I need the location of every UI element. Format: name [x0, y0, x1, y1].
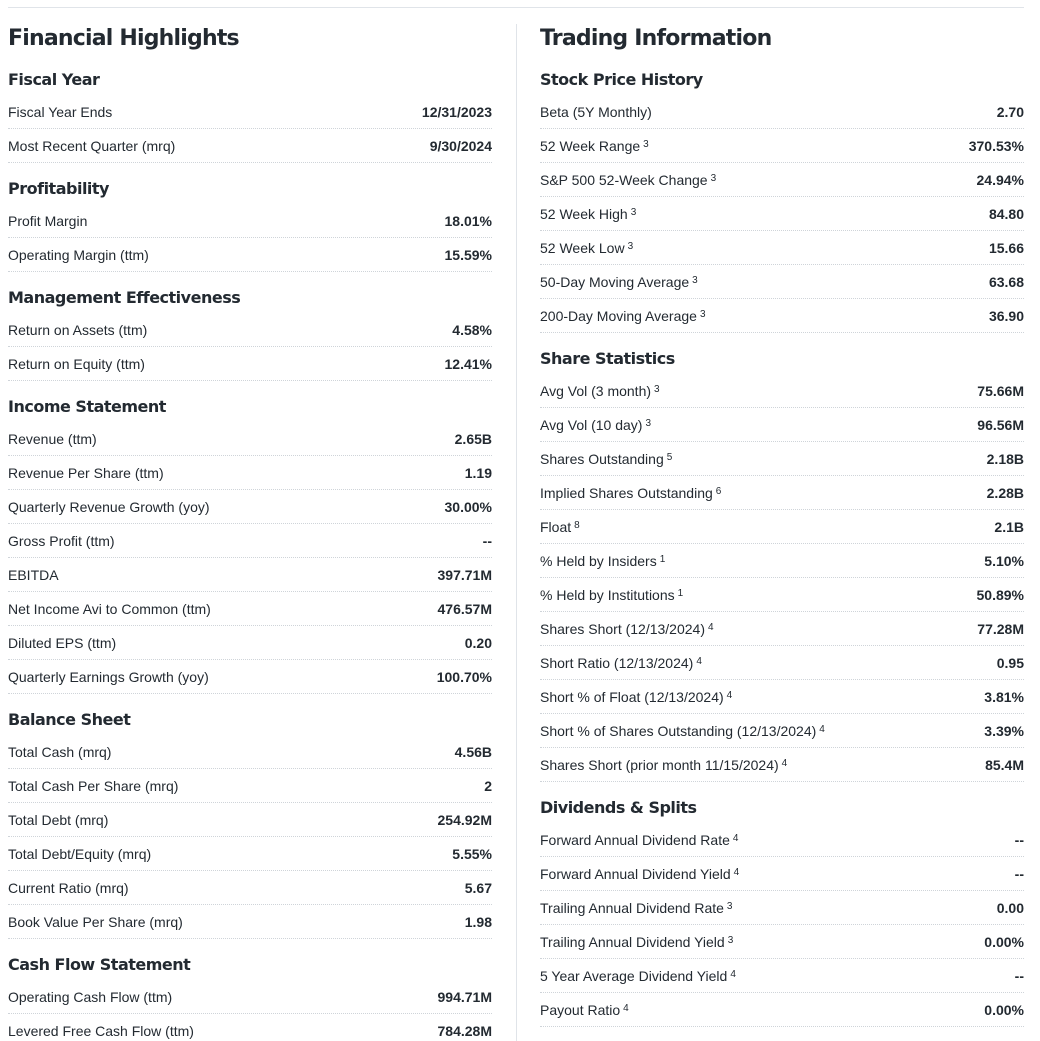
stat-label: [540, 485, 721, 501]
stat-value: 2.1B: [994, 518, 1024, 535]
stat-label: [540, 900, 732, 916]
stat-row: [8, 95, 492, 129]
stat-label-text: Shares Short (12/13/2024): [540, 620, 705, 637]
stat-label-text: Revenue Per Share (ttm): [8, 464, 164, 481]
stat-row: [540, 714, 1024, 748]
stat-label: [540, 621, 714, 637]
stat-row: [540, 299, 1024, 333]
stat-label: [8, 880, 129, 896]
stat-row: [540, 163, 1024, 197]
footnote-marker: 3: [645, 417, 652, 429]
stat-label-text: Gross Profit (ttm): [8, 532, 115, 549]
stat-value: --: [1014, 831, 1024, 848]
stat-label-text: 52 Week High: [540, 205, 628, 222]
stat-row: [540, 95, 1024, 129]
stat-label: [540, 240, 633, 256]
stat-label: [540, 274, 698, 290]
stat-label: [540, 451, 672, 467]
stat-label: [540, 655, 702, 671]
footnote-marker: 3: [727, 934, 734, 946]
stat-value: 12/31/2023: [421, 103, 492, 120]
stat-list: [8, 204, 492, 272]
footnote-marker: 4: [733, 866, 740, 878]
stat-value: 5.10%: [984, 552, 1024, 569]
section-title: Stock Price History: [540, 70, 703, 89]
footnote-marker: 3: [699, 308, 706, 320]
stat-label-text: % Held by Institutions: [540, 586, 675, 603]
stat-label-text: Total Debt (mrq): [8, 811, 109, 828]
stat-row: [8, 871, 492, 905]
stat-row: [540, 993, 1024, 1027]
stat-list: [540, 95, 1024, 333]
stat-label-text: Diluted EPS (ttm): [8, 634, 117, 651]
stat-label: [8, 356, 145, 372]
stat-row: [8, 660, 492, 694]
stat-label: [540, 587, 683, 603]
top-divider: [8, 7, 1024, 8]
footnote-marker: 4: [732, 832, 739, 844]
section-title: Income Statement: [8, 397, 166, 416]
stat-row: [8, 313, 492, 347]
stat-label-text: 200-Day Moving Average: [540, 307, 697, 324]
stat-value: 5.55%: [452, 845, 492, 862]
stat-value: 1.19: [464, 464, 492, 481]
stat-value: 24.94%: [976, 171, 1024, 188]
stat-label-text: Forward Annual Dividend Rate: [540, 831, 730, 848]
stat-label-text: Total Cash Per Share (mrq): [8, 777, 179, 794]
footnote-marker: 4: [708, 621, 714, 633]
stat-label-text: Book Value Per Share (mrq): [8, 913, 183, 930]
stat-label: [540, 934, 733, 950]
stat-value: 2.18B: [986, 450, 1024, 467]
stat-row: [540, 891, 1024, 925]
stat-list: [8, 980, 492, 1041]
stat-value: 63.68: [988, 273, 1024, 290]
stat-row: [540, 408, 1024, 442]
stat-label: [8, 601, 211, 617]
stat-label: [540, 757, 787, 773]
stat-label: [8, 744, 111, 760]
stat-row: [540, 578, 1024, 612]
stat-label: [8, 635, 116, 651]
stat-label-text: Forward Annual Dividend Yield: [540, 865, 731, 882]
stat-value: 0.95: [996, 654, 1024, 671]
stat-label: [8, 247, 149, 263]
stat-value: 12.41%: [444, 355, 492, 372]
stat-row: [540, 476, 1024, 510]
stat-label-text: Total Cash (mrq): [8, 743, 112, 760]
stat-label-text: Short % of Float (12/13/2024): [540, 688, 724, 705]
stat-label-text: Float: [540, 518, 572, 535]
stat-label-text: Avg Vol (10 day): [540, 416, 643, 433]
stat-value: 96.56M: [977, 416, 1024, 433]
stat-list: [8, 735, 492, 939]
stat-row: [8, 626, 492, 660]
stat-label: [540, 206, 636, 222]
stat-label: [540, 866, 739, 882]
stat-label-text: Quarterly Revenue Growth (yoy): [8, 498, 210, 515]
stat-list: [8, 313, 492, 381]
section-title: Fiscal Year: [8, 70, 100, 89]
stat-value: 4.56B: [454, 743, 492, 760]
sections: [540, 70, 1024, 1027]
stat-label-text: EBITDA: [8, 566, 59, 583]
sections: [8, 70, 492, 1041]
footnote-marker: 1: [659, 553, 666, 565]
section-title: Management Effectiveness: [8, 288, 241, 307]
stat-label-text: Beta (5Y Monthly): [540, 103, 652, 120]
column-divider: [516, 24, 517, 1041]
stat-row: [540, 544, 1024, 578]
stat-value: 2: [484, 777, 492, 794]
financial-highlights-column: [8, 24, 492, 1041]
stat-value: 9/30/2024: [429, 137, 492, 154]
stat-row: [540, 129, 1024, 163]
footnote-marker: 4: [781, 757, 788, 769]
stat-row: [540, 197, 1024, 231]
stat-value: 36.90: [988, 307, 1024, 324]
footnote-marker: 4: [623, 1002, 629, 1014]
stat-value: 3.39%: [984, 722, 1024, 739]
stat-value: 18.01%: [444, 212, 492, 229]
stat-row: [540, 510, 1024, 544]
stat-value: --: [1014, 967, 1024, 984]
stat-label-text: Short % of Shares Outstanding (12/13/2024): [540, 722, 817, 739]
stat-row: [8, 558, 492, 592]
column-title: Financial Highlights: [8, 26, 239, 51]
stat-row: [8, 490, 492, 524]
stat-row: [8, 735, 492, 769]
stat-value: 254.92M: [437, 811, 492, 828]
stat-label-text: Trailing Annual Dividend Yield: [540, 933, 725, 950]
stat-label-text: Operating Margin (ttm): [8, 246, 149, 263]
stat-value: 1.98: [464, 913, 492, 930]
stat-label: [540, 519, 580, 535]
stat-row: [8, 524, 492, 558]
stat-value: --: [482, 532, 492, 549]
stat-label: [540, 968, 736, 984]
stat-label-text: Implied Shares Outstanding: [540, 484, 713, 501]
stat-row: [540, 442, 1024, 476]
stat-label-text: Net Income Avi to Common (ttm): [8, 600, 211, 617]
footnote-marker: 4: [730, 968, 736, 980]
footnote-marker: 3: [726, 900, 733, 912]
stat-row: [540, 857, 1024, 891]
stat-value: 100.70%: [436, 668, 492, 685]
stat-label: [8, 533, 115, 549]
trading-information-column: [540, 24, 1024, 1027]
stat-label: [540, 172, 716, 188]
footnote-marker: 5: [666, 451, 673, 463]
stat-label-text: Total Debt/Equity (mrq): [8, 845, 152, 862]
footnote-marker: 3: [643, 138, 649, 150]
stat-label-text: 52 Week Low: [540, 239, 625, 256]
stat-row: [8, 129, 492, 163]
stat-row: [8, 456, 492, 490]
stat-list: [8, 95, 492, 163]
stat-value: 3.81%: [984, 688, 1024, 705]
stat-value: 30.00%: [444, 498, 492, 515]
stat-label-text: Return on Assets (ttm): [8, 321, 148, 338]
stat-label-text: Shares Outstanding: [540, 450, 664, 467]
column-title: Trading Information: [540, 26, 772, 51]
stat-label-text: Return on Equity (ttm): [8, 355, 145, 372]
footnote-marker: 3: [710, 172, 717, 184]
stat-row: [8, 905, 492, 939]
stat-label: [8, 914, 183, 930]
stat-value: 85.4M: [985, 756, 1024, 773]
stat-label: [540, 553, 665, 569]
stat-label-text: Trailing Annual Dividend Rate: [540, 899, 724, 916]
stat-label: [8, 846, 151, 862]
stat-value: 4.58%: [452, 321, 492, 338]
stat-label-text: Current Ratio (mrq): [8, 879, 129, 896]
stat-value: 77.28M: [977, 620, 1024, 637]
stat-value: 2.65B: [454, 430, 492, 447]
stat-row: [8, 238, 492, 272]
footnote-marker: 8: [574, 519, 580, 531]
stat-label: [540, 832, 738, 848]
footnote-marker: 4: [819, 723, 825, 735]
stat-label-text: Operating Cash Flow (ttm): [8, 988, 173, 1005]
stat-label: [8, 567, 59, 583]
section-title: Balance Sheet: [8, 710, 131, 729]
stat-label-text: Fiscal Year Ends: [8, 103, 113, 120]
footnote-marker: 4: [696, 655, 702, 667]
stat-label-text: 5 Year Average Dividend Yield: [540, 967, 728, 984]
stat-value: 0.00: [996, 899, 1024, 916]
stat-row: [540, 374, 1024, 408]
stat-label-text: Most Recent Quarter (mrq): [8, 137, 176, 154]
stat-row: [8, 837, 492, 871]
stat-value: 5.67: [464, 879, 492, 896]
stat-row: [8, 803, 492, 837]
stat-row: [540, 748, 1024, 782]
section-title: Share Statistics: [540, 349, 675, 368]
stat-label: [8, 778, 178, 794]
footnote-marker: 3: [654, 383, 660, 395]
stat-label: [8, 138, 175, 154]
stat-label: [540, 383, 660, 399]
stat-row: [540, 959, 1024, 993]
stat-label: [8, 104, 112, 120]
stat-value: 370.53%: [968, 137, 1024, 154]
stat-row: [8, 980, 492, 1014]
stat-row: [8, 592, 492, 626]
stat-row: [8, 1014, 492, 1041]
stat-label-text: Levered Free Cash Flow (ttm): [8, 1022, 194, 1039]
footnote-marker: 3: [630, 206, 637, 218]
stat-value: 2.28B: [986, 484, 1024, 501]
stat-label-text: 50-Day Moving Average: [540, 273, 690, 290]
footnote-marker: 3: [692, 274, 698, 286]
stat-label: [8, 322, 147, 338]
stat-value: 15.66: [988, 239, 1024, 256]
stat-label-text: % Held by Insiders: [540, 552, 657, 569]
stat-label: [540, 1002, 629, 1018]
stat-label: [8, 213, 87, 229]
footnote-marker: 1: [677, 587, 684, 599]
stat-row: [540, 823, 1024, 857]
stat-value: 476.57M: [437, 600, 492, 617]
stat-label: [8, 669, 209, 685]
stat-row: [8, 204, 492, 238]
stat-label-text: Avg Vol (3 month): [540, 382, 652, 399]
stat-value: 994.71M: [437, 988, 492, 1005]
footnote-marker: 4: [726, 689, 733, 701]
stat-row: [540, 612, 1024, 646]
stat-row: [8, 422, 492, 456]
stat-list: [540, 823, 1024, 1027]
stat-list: [8, 422, 492, 694]
stat-value: 0.00%: [984, 933, 1024, 950]
stat-value: 397.71M: [437, 566, 492, 583]
stat-label-text: S&P 500 52-Week Change: [540, 171, 708, 188]
stat-row: [540, 231, 1024, 265]
stat-label: [8, 812, 108, 828]
stat-row: [540, 925, 1024, 959]
stat-list: [540, 374, 1024, 782]
stat-value: 50.89%: [976, 586, 1024, 603]
section-title: Cash Flow Statement: [8, 955, 191, 974]
stat-row: [8, 347, 492, 381]
stat-label: [8, 499, 210, 515]
stat-label: [8, 989, 172, 1005]
stat-row: [540, 680, 1024, 714]
stat-value: 0.00%: [984, 1001, 1024, 1018]
stat-label: [8, 465, 164, 481]
stat-label: [540, 417, 651, 433]
stat-label: [540, 308, 706, 324]
stat-row: [8, 769, 492, 803]
section-title: Profitability: [8, 179, 109, 198]
stat-label: [540, 104, 652, 120]
stat-label-text: Revenue (ttm): [8, 430, 97, 447]
stat-label-text: Quarterly Earnings Growth (yoy): [8, 668, 209, 685]
stat-value: --: [1014, 865, 1024, 882]
stat-value: 15.59%: [444, 246, 492, 263]
stat-label: [8, 1023, 194, 1039]
stat-value: 84.80: [988, 205, 1024, 222]
stat-label-text: Profit Margin: [8, 212, 88, 229]
section-title: Dividends & Splits: [540, 798, 697, 817]
stat-value: 2.70: [996, 103, 1024, 120]
stat-row: [540, 265, 1024, 299]
stat-value: 784.28M: [437, 1022, 492, 1039]
stat-label-text: Payout Ratio: [540, 1001, 621, 1018]
footnote-marker: 6: [715, 485, 722, 497]
stat-label: [540, 138, 649, 154]
stat-value: 0.20: [464, 634, 492, 651]
stat-label: [8, 431, 97, 447]
footnote-marker: 3: [627, 240, 634, 252]
stat-label-text: Short Ratio (12/13/2024): [540, 654, 694, 671]
stat-label: [540, 689, 732, 705]
stat-value: 75.66M: [977, 382, 1024, 399]
stat-label-text: Shares Short (prior month 11/15/2024): [540, 756, 779, 773]
stat-row: [540, 646, 1024, 680]
stat-label: [540, 723, 825, 739]
stat-label-text: 52 Week Range: [540, 137, 641, 154]
